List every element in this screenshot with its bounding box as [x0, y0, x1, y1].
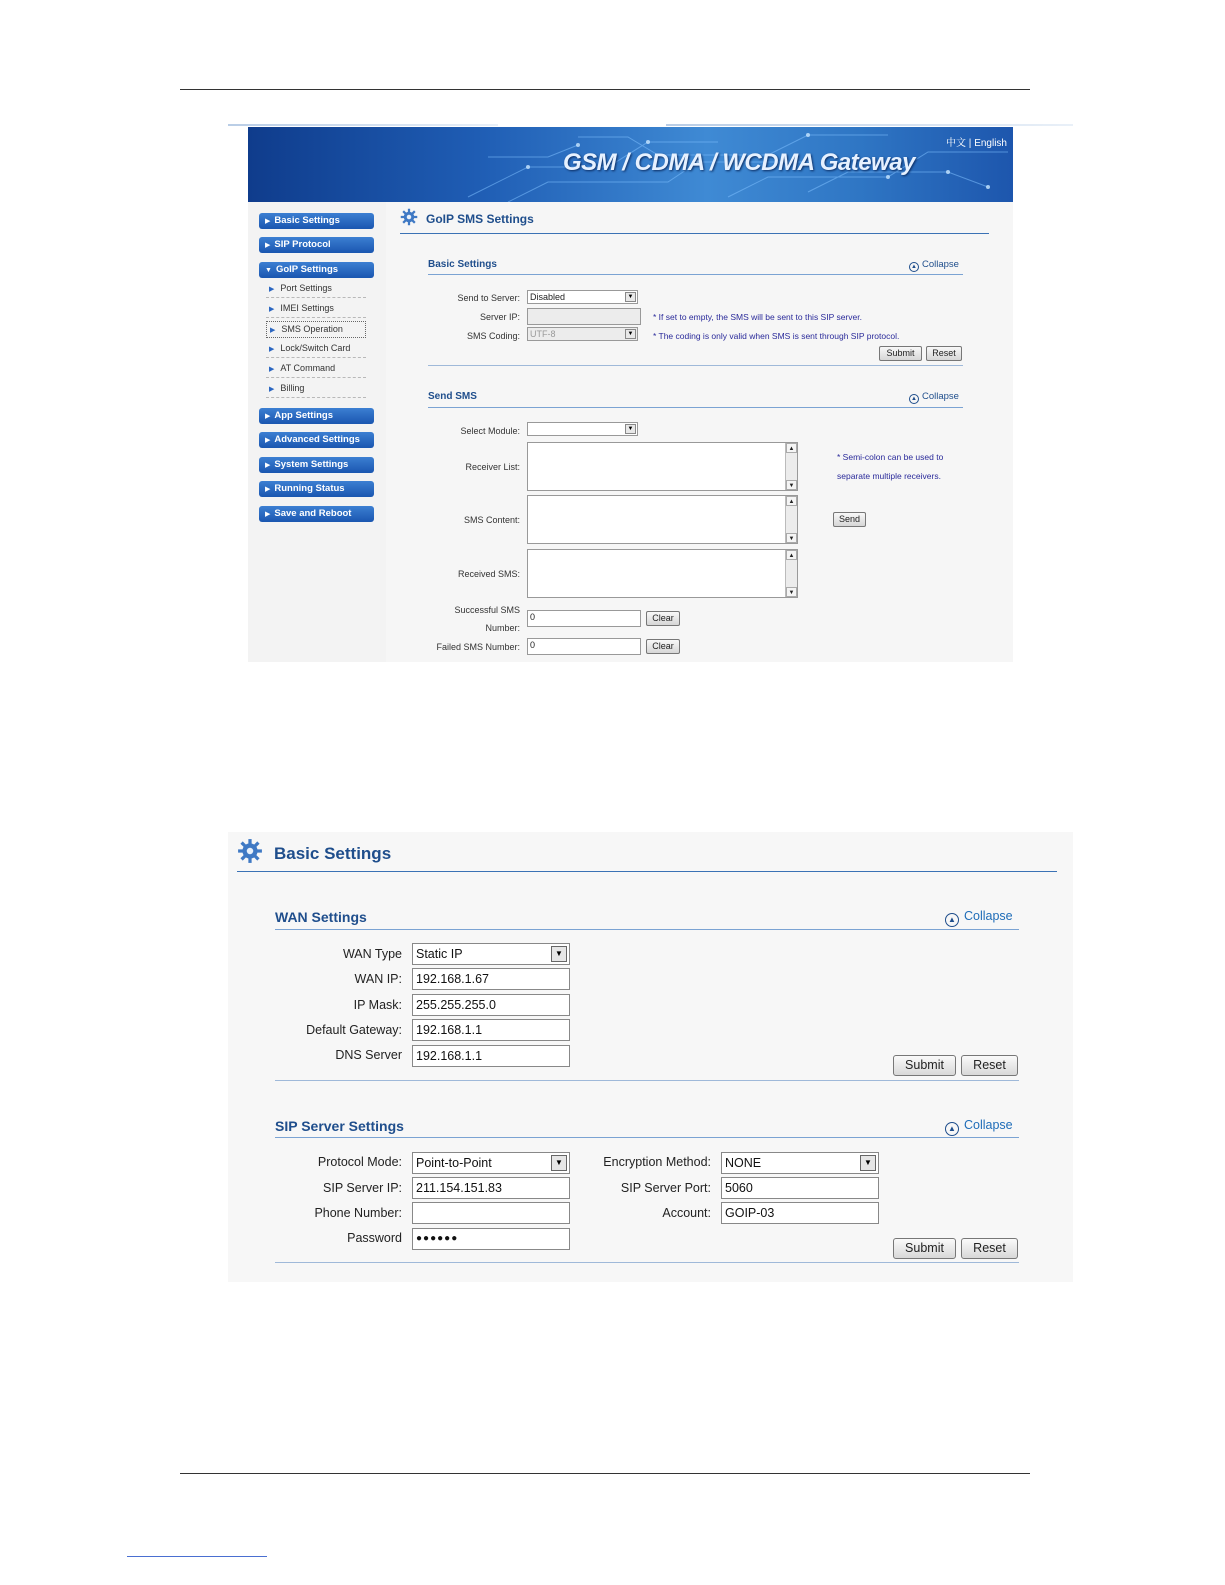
app-body	[248, 202, 1013, 662]
wan-ip-label: WAN IP:	[354, 972, 402, 986]
protocol-mode-select[interactable]	[412, 1152, 570, 1174]
nav-label: System Settings	[274, 459, 349, 470]
dns-server-label: DNS Server	[335, 1048, 402, 1062]
footer-link-underline	[127, 1556, 267, 1557]
send-to-server-select[interactable]	[527, 290, 638, 304]
gear-icon	[237, 838, 263, 864]
bullet-icon: ▶	[269, 386, 275, 393]
successful-sms-label-line1: Successful SMS	[454, 605, 520, 615]
scroll-up-icon[interactable]: ▲	[786, 550, 797, 560]
scrollbar[interactable]	[785, 496, 797, 543]
section-bottom-divider	[428, 365, 963, 366]
sip-submit-button[interactable]: Submit	[893, 1238, 956, 1259]
dropdown-arrow-icon: ▼	[625, 424, 636, 434]
subnav-label: Port Settings	[280, 283, 332, 293]
password-label: Password	[347, 1231, 402, 1245]
wan-reset-button[interactable]: Reset	[961, 1055, 1018, 1076]
basic-reset-button[interactable]: Reset	[926, 346, 962, 361]
collapse-label: Collapse	[922, 391, 959, 402]
nav-basic-settings[interactable]	[259, 213, 374, 229]
subnav-at-command[interactable]	[266, 361, 366, 378]
nav-system-settings[interactable]	[259, 457, 374, 473]
caret-right-icon: ▶	[265, 462, 271, 469]
failed-sms-input[interactable]: 0	[527, 638, 641, 655]
subnav-port-settings[interactable]	[266, 281, 366, 298]
lang-english-link[interactable]: English	[974, 138, 1007, 149]
basic-submit-button[interactable]: Submit	[879, 346, 922, 361]
default-gateway-label: Default Gateway:	[306, 1023, 402, 1037]
banner	[248, 127, 1013, 202]
sip-server-port-input[interactable]: 5060	[721, 1177, 879, 1199]
clear-successful-button[interactable]: Clear	[646, 611, 680, 626]
scroll-down-icon[interactable]: ▼	[786, 480, 797, 490]
sms-content-label: SMS Content:	[463, 515, 520, 525]
wan-submit-button[interactable]: Submit	[893, 1055, 956, 1076]
scroll-down-icon[interactable]: ▼	[786, 533, 797, 543]
basic-settings-screenshot	[228, 832, 1073, 1282]
select-module-label: Select Module:	[460, 426, 520, 436]
nav-label: Save and Reboot	[274, 508, 352, 519]
select-value: UTF-8	[530, 329, 556, 339]
caret-right-icon: ▶	[265, 413, 271, 420]
encryption-method-label: Encryption Method:	[603, 1155, 711, 1169]
caret-right-icon: ▶	[265, 437, 271, 444]
scroll-up-icon[interactable]: ▲	[786, 496, 797, 506]
wan-type-select[interactable]	[412, 943, 570, 965]
scroll-down-icon[interactable]: ▼	[786, 587, 797, 597]
protocol-mode-label: Protocol Mode:	[317, 1155, 402, 1169]
successful-sms-input[interactable]: 0	[527, 610, 641, 627]
subnav-imei-settings[interactable]	[266, 301, 366, 318]
successful-sms-label-line2: Number:	[485, 623, 520, 633]
failed-sms-label: Failed SMS Number:	[436, 642, 520, 652]
nav-label: SIP Protocol	[274, 239, 331, 250]
receiver-list-textarea[interactable]	[527, 442, 798, 491]
main-content	[386, 202, 1013, 662]
password-input[interactable]: ●●●●●●	[412, 1228, 570, 1250]
collapse-sip-button[interactable]	[945, 1118, 1013, 1136]
caret-down-icon: ▼	[265, 267, 272, 274]
wan-ip-input[interactable]: 192.168.1.67	[412, 968, 570, 990]
caret-right-icon: ▶	[265, 486, 271, 493]
sip-server-ip-input[interactable]: 211.154.151.83	[412, 1177, 570, 1199]
section-divider	[275, 929, 1019, 930]
page-footer-rule	[180, 1473, 1030, 1474]
select-value: Static IP	[416, 947, 463, 961]
send-to-server-label: Send to Server:	[457, 293, 520, 303]
account-label: Account:	[662, 1206, 711, 1220]
caret-right-icon: ▶	[265, 511, 271, 518]
sip-server-port-label: SIP Server Port:	[620, 1181, 711, 1195]
phone-number-label: Phone Number:	[314, 1206, 402, 1220]
dropdown-arrow-icon: ▼	[625, 329, 636, 339]
decorative-line	[228, 124, 498, 126]
lang-chinese-link[interactable]: 中文	[946, 138, 967, 149]
nav-label: Basic Settings	[274, 215, 340, 226]
sip-server-ip-label: SIP Server IP:	[323, 1181, 402, 1195]
encryption-method-select[interactable]	[721, 1152, 879, 1174]
sms-coding-note: * The coding is only valid when SMS is sent through SIP protocol.	[653, 331, 900, 341]
page-header-rule	[180, 89, 1030, 90]
subnav-label: Billing	[280, 383, 305, 393]
subnav-lock-switch-card[interactable]	[266, 341, 366, 358]
wan-type-label: WAN Type	[342, 947, 402, 961]
subnav-label: IMEI Settings	[280, 303, 334, 313]
collapse-label: Collapse	[964, 1118, 1013, 1132]
section-title-basic-settings: Basic Settings	[428, 259, 497, 270]
section-divider	[428, 274, 963, 275]
receiver-note-line2: separate multiple receivers.	[837, 471, 941, 481]
ip-mask-input[interactable]: 255.255.255.0	[412, 994, 570, 1016]
nav-running-status[interactable]	[259, 481, 374, 497]
subnav-label: Lock/Switch Card	[280, 343, 351, 353]
sms-coding-label: SMS Coding:	[466, 331, 520, 341]
bullet-icon: ▶	[269, 306, 275, 313]
dns-server-input[interactable]: 192.168.1.1	[412, 1045, 570, 1067]
clear-failed-button[interactable]: Clear	[646, 639, 680, 654]
bullet-icon: ▶	[269, 366, 275, 373]
dropdown-arrow-icon: ▼	[551, 1155, 567, 1171]
bullet-icon: ▶	[269, 346, 275, 353]
bullet-icon: ▶	[270, 327, 276, 334]
section-divider	[428, 407, 963, 408]
nav-label: Running Status	[274, 483, 345, 494]
section-bottom-divider	[275, 1080, 1019, 1081]
select-value: NONE	[725, 1156, 762, 1170]
collapse-label: Collapse	[922, 259, 959, 270]
collapse-icon: ▲	[945, 1122, 959, 1136]
section-bottom-divider	[275, 1262, 1019, 1263]
caret-right-icon: ▶	[265, 218, 271, 225]
select-module-select[interactable]	[527, 422, 638, 436]
nav-label: App Settings	[274, 410, 333, 421]
nav-sip-protocol[interactable]	[259, 237, 374, 253]
caret-right-icon: ▶	[265, 242, 271, 249]
lang-separator: |	[968, 138, 972, 149]
account-input[interactable]: GOIP-03	[721, 1202, 879, 1224]
section-divider	[275, 1137, 1019, 1138]
collapse-icon: ▲	[945, 913, 959, 927]
nav-label: GoIP Settings	[275, 264, 339, 275]
subnav-billing[interactable]	[266, 381, 366, 398]
scrollbar[interactable]	[785, 443, 797, 490]
page-title: GoIP SMS Settings	[426, 212, 534, 226]
server-ip-input[interactable]	[527, 308, 641, 325]
select-value: Disabled	[530, 292, 566, 302]
received-sms-label: Received SMS:	[457, 569, 520, 579]
collapse-basic-button[interactable]	[909, 259, 959, 272]
dropdown-arrow-icon: ▼	[860, 1155, 876, 1171]
collapse-wan-button[interactable]	[945, 909, 1013, 927]
received-sms-textarea[interactable]	[527, 549, 798, 598]
subnav-label: AT Command	[280, 363, 336, 373]
sms-content-textarea[interactable]	[527, 495, 798, 544]
nav-save-and-reboot[interactable]	[259, 506, 374, 522]
nav-advanced-settings[interactable]	[259, 432, 374, 448]
server-ip-note: * If set to empty, the SMS will be sent to this SIP server.	[653, 312, 862, 322]
section-title-send-sms: Send SMS	[428, 391, 477, 402]
collapse-icon: ▲	[909, 394, 919, 404]
page-title: Basic Settings	[274, 844, 392, 863]
dropdown-arrow-icon: ▼	[551, 946, 567, 962]
language-switcher	[946, 134, 1007, 149]
collapse-icon: ▲	[909, 262, 919, 272]
phone-number-input[interactable]	[412, 1202, 570, 1224]
section-title-sip-server: SIP Server Settings	[275, 1118, 404, 1134]
title-divider	[237, 871, 1057, 872]
scrollbar[interactable]	[785, 550, 797, 597]
nav-goip-settings[interactable]	[259, 262, 374, 278]
sidebar	[248, 202, 386, 662]
bullet-icon: ▶	[269, 286, 275, 293]
title-divider	[400, 233, 989, 234]
gear-icon	[400, 208, 418, 226]
subnav-sms-operation[interactable]	[266, 321, 366, 338]
dropdown-arrow-icon: ▼	[625, 292, 636, 302]
subnav-label: SMS Operation	[281, 324, 343, 334]
server-ip-label: Server IP:	[479, 312, 520, 322]
send-button[interactable]: Send	[833, 512, 866, 527]
sip-reset-button[interactable]: Reset	[961, 1238, 1018, 1259]
banner-title: GSM / CDMA / WCDMA Gateway	[563, 149, 915, 176]
ip-mask-label: IP Mask:	[353, 998, 402, 1012]
collapse-send-sms-button[interactable]	[909, 391, 959, 404]
goip-sms-screenshot	[228, 124, 1073, 662]
scroll-up-icon[interactable]: ▲	[786, 443, 797, 453]
nav-app-settings[interactable]	[259, 408, 374, 424]
sms-coding-select[interactable]	[527, 327, 638, 341]
section-title-wan-settings: WAN Settings	[275, 909, 367, 925]
default-gateway-input[interactable]: 192.168.1.1	[412, 1019, 570, 1041]
select-value: Point-to-Point	[416, 1156, 492, 1170]
decorative-line	[666, 124, 1073, 126]
receiver-note-line1: * Semi-colon can be used to	[837, 452, 944, 462]
collapse-label: Collapse	[964, 909, 1013, 923]
nav-label: Advanced Settings	[274, 434, 360, 445]
receiver-list-label: Receiver List:	[465, 462, 520, 472]
